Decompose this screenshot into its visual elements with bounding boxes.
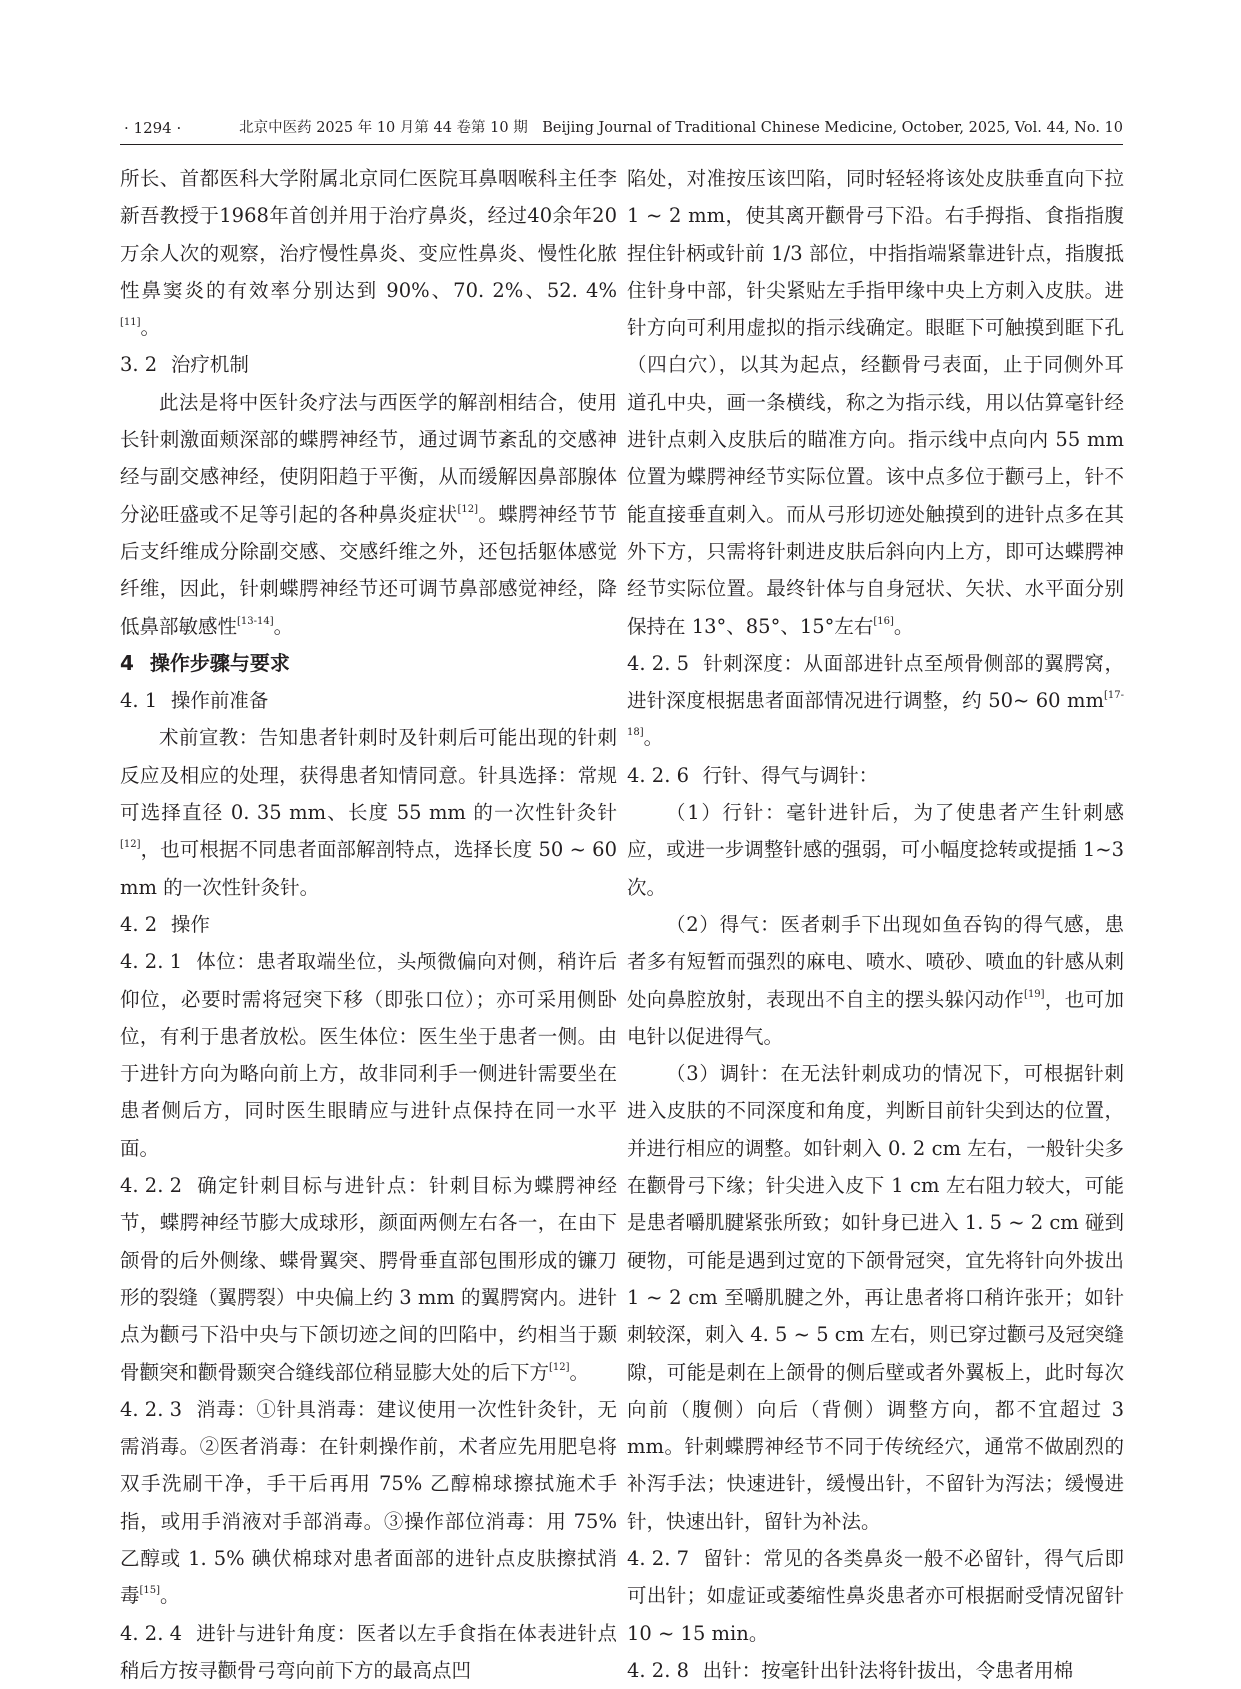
paragraph-deqi: （2）得气：医者刺手下出现如鱼吞钩的得气感，患者多有短暂而强烈的麻电、喷水、喷砂、喷血的针感从刺处向鼻腔放射，表现出不自主的摆头躲闪动作[19]，也可加电针以促进得气。 [627, 912, 1124, 1048]
citation: [12] [549, 1361, 570, 1373]
section-heading-4-2: 4. 2 操作 [120, 912, 210, 936]
subsection-4-2-3: 4. 2. 3 消毒：①针具消毒：建议使用一次性针灸针，无需消毒。②医者消毒：在针刺操作前，术者应先用肥皂将双手洗刷干净，手干后再用 75% 乙醇棉球擦拭施术手指，或用手消液对手部消毒。③操作部位消毒：用 75% 乙醇或 1. 5% 碘伏棉球对患者面部的进针点皮肤擦拭消毒[15]。 [120, 1397, 617, 1608]
left-column [120, 160, 617, 1689]
citation: [11] [120, 317, 141, 329]
subsection-4-2-5: 4. 2. 5 针刺深度：从面部进针点至颅骨侧部的翼腭窝，进针深度根据患者面部情况进行调整，约 50~ 60 mm[17-18]。 [627, 651, 1124, 750]
citation: [15] [139, 1585, 161, 1597]
subsection-4-2-6: 4. 2. 6 行针、得气与调针： [627, 763, 879, 787]
section-heading-4-1: 4. 1 操作前准备 [120, 689, 269, 713]
subsection-4-2-1: 4. 2. 1 体位：患者取端坐位，头颅微偏向对侧，稍许后仰位，必要时需将冠突下移（即张口位）；亦可采用侧卧位，有利于患者放松。医生体位：医生坐于患者一侧。由于进针方向为略向前上方，故非同利手一侧进针需要坐在患者侧后方，同时医生眼睛应与进针点保持在同一水平面。 [120, 950, 617, 1160]
paragraph-tiaozhen: （3）调针：在无法针刺成功的情况下，可根据针刺进入皮肤的不同深度和角度，判断目前针尖到达的位置，并进行相应的调整。如针刺入 0. 2 cm 左右，一般针尖多在颧骨弓下缘；针尖进入皮下 1 cm 左右阻力较大，可能是患者嚼肌腱紧张所致；如针身已进入 1. 5 ~ 2 cm 碰到硬物，可能是遇到过宽的下颌骨冠突，宜先将针向外拔出 1 ~ 2 cm 至嚼肌腱之外，再让患者将口稍许张开；如针刺较深，刺入 4. 5 ~ 5 cm 左右，则已穿过颧弓及冠突缝隙，可能是刺在上颌骨的侧后壁或者外翼板上，此时每次向前（腹侧）向后（背侧）调整方向，都不宜超过 3 mm。针刺蝶腭神经节不同于传统经穴，通常不做剧烈的补泻手法；快速进针，缓慢出针，不留针为泻法；缓慢进针，快速出针，留针为补法。 [627, 1062, 1124, 1533]
citation: [17-18] [627, 690, 1124, 739]
running-title: 北京中医药 2025 年 10 月第 44 卷第 10 期 Beijing Journal of Traditional Chinese Medicine, October, 2025, Vol. 44, No. 10 [239, 120, 1123, 136]
right-column [627, 160, 1124, 1689]
paragraph-xingzhen: （1）行针：毫针进针后，为了使患者产生针刺感应，或进一步调整针感的强弱，可小幅度捻转或提插 1~3 次。 [627, 801, 1124, 899]
running-header [120, 118, 1123, 145]
subsection-4-2-8: 4. 2. 8 出针：按毫针出针法将针拔出，令患者用棉 [627, 1658, 1074, 1682]
paragraph: 所长、首都医科大学附属北京同仁医院耳鼻咽喉科主任李新吾教授于1968年首创并用于治疗鼻炎，经过40余年20万余人次的观察，治疗慢性鼻炎、变应性鼻炎、慢性化脓性鼻窦炎的有效率分别达到 90%、70. 2%、52. 4%[11]。 [120, 167, 617, 340]
citation: [12] [457, 503, 479, 515]
citation: [19] [1024, 988, 1045, 1000]
section-heading-3-2: 3. 2 治疗机制 [120, 353, 249, 377]
paragraph: 术前宣教：告知患者针刺时及针刺后可能出现的针刺反应及相应的处理，获得患者知情同意。针具选择：常规可选择直径 0. 35 mm、长度 55 mm 的一次性针灸针[12]，也可根据不同患者面部解剖特点，选择长度 50 ~ 60 mm 的一次性针灸针。 [120, 726, 617, 899]
paragraph: 陷处，对准按压该凹陷，同时轻轻将该处皮肤垂直向下拉 1 ~ 2 mm，使其离开颧骨弓下沿。右手拇指、食指指腹捏住针柄或针前 1/3 部位，中指指端紧靠进针点，指腹抵住针身中部，针尖紧贴左手指甲缘中央上方刺入皮肤。进针方向可利用虚拟的指示线确定。眼眶下可触摸到眶下孔（四白穴），以其为起点，经颧骨弓表面，止于同侧外耳道孔中央，画一条横线，称之为指示线，用以估算毫针经进针点刺入皮肤后的瞄准方向。指示线中点向内 55 mm 位置为蝶腭神经节实际位置。该中点多位于颧弓上，针不能直接垂直刺入。而从弓形切迹处触摸到的进针点多在其外下方，只需将针刺进皮肤后斜向内上方，即可达蝶腭神经节实际位置。最终针体与自身冠状、矢状、水平面分别保持在 13°、85°、15°左右[16]。 [627, 167, 1124, 638]
page-number: · 1294 · [124, 119, 182, 137]
citation: [12] [120, 839, 141, 851]
section-heading-4: 4 操作步骤与要求 [120, 650, 290, 675]
subsection-4-2-7: 4. 2. 7 留针：常见的各类鼻炎一般不必留针，得气后即可出针；如虚证或萎缩性鼻炎患者亦可根据耐受情况留针 10 ~ 15 min。 [627, 1546, 1124, 1645]
paragraph: 此法是将中医针灸疗法与西医学的解剖相结合，使用长针刺激面颊深部的蝶腭神经节，通过调节紊乱的交感神经与副交感神经，使阴阳趋于平衡，从而缓解因鼻部腺体分泌旺盛或不足等引起的各种鼻炎症状[12]。蝶腭神经节节后支纤维成分除副交感、交感纤维之外，还包括躯体感觉纤维，因此，针刺蝶腭神经节还可调节鼻部感觉神经，降低鼻部敏感性[13-14]。 [120, 390, 617, 638]
citation: [13-14] [237, 615, 274, 627]
subsection-4-2-2: 4. 2. 2 确定针刺目标与进针点：针刺目标为蝶腭神经节，蝶腭神经节膨大成球形，颜面两侧左右各一，在由下颌骨的后外侧缘、蝶骨翼突、腭骨垂直部包围形成的镰刀形的裂缝（翼腭裂）中央偏上约 3 mm 的翼腭窝内。进针点为颧弓下沿中央与下颌切迹之间的凹陷中，约相当于颞骨颧突和颧骨颞突合缝线部位稍显膨大处的后下方[12]。 [120, 1174, 617, 1384]
citation: [16] [873, 615, 894, 627]
subsection-4-2-4: 4. 2. 4 进针与进针角度：医者以左手食指在体表进针点稍后方按寻颧骨弓弯向前下方的最高点凹 [120, 1621, 617, 1682]
